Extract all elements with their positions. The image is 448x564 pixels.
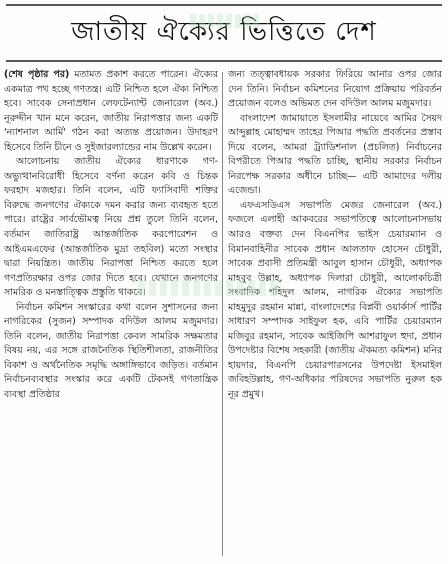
article-column-right <box>228 68 442 560</box>
paragraph: বাংলাদেশ জামায়াতে ইসলামীর নায়েবে আমির সৈয়দ আব্দুল্লাহ মোহাম্মদ তাহের পিআর পদ্ধতি প্রবর্তনের প্রস্তাব দিয়ে বলেন, আমরা ট্র্যাডিশনাল (প্রচলিত) নির্বাচনের বিপরীতে পিআর পদ্ধতি চাচ্ছি, স্থানীয় সরকার নির্বাচন নিরপেক্ষ সরকার অধীনে চাচ্ছি— এটি আমাদের দলীয় এজেন্ডা। <box>228 112 442 197</box>
paragraph: নির্বাচন কমিশন সংস্কারের কথা বলেন সুশাসনের জন্য নাগরিকের (সুজন) সম্পাদক বদিউল আলম মজুমদার। তিনি বলেন, জাতীয় নিরাপত্তা কেবল সামরিক সক্ষমতার বিষয় নয়, এর সঙ্গে রাজনৈতিক স্থিতিশীলতা, রাজনীতির বিকাশ ও অর্থনৈতিক সমৃদ্ধি অঙ্গাঙ্গিভাবে জড়িত। বর্তমান নির্বাচনব্যবস্থার সংস্কার করে একটি টেকসই গণতান্ত্রিক ব্যবস্থা প্রতিষ্ঠার <box>4 301 218 401</box>
paragraph <box>4 68 218 155</box>
faint-watermark <box>138 280 278 296</box>
headline-frame <box>6 4 442 62</box>
column-divider <box>222 72 223 556</box>
paragraph: আলোচনায় জাতীয় ঐক্যের ধারণাকে গণ-অভ্যুত্থানবিরোধী হিসেবে বর্ণনা করেন কবি ও চিন্তক ফরহাদ মজহার। তিনি বলেন, এটি ফ্যাসিবাদী শক্তির বিরুদ্ধে জনগণের ঐক্যকে দমন করার জন্য ব্যবহৃত হতে পারে। রাষ্ট্রের সার্বভৌমত্ব নিয়ে প্রশ্ন তুলে তিনি বলেন, বর্তমান জাতিরাষ্ট্র আন্তর্জাতিক করপোরেশন ও আইএমএফের (আন্তর্জাতিক মুদ্রা তহবিল) মতো সংস্থার দ্বারা নিয়ন্ত্রিত। জাতীয় নিরাপত্তা নিশ্চিত করতে হলে গণপ্রতিরক্ষার ওপর জোর দিতে হবে। যেখানে জনগণের সামরিক ও মনস্তাত্ত্বিক প্রস্তুতি থাকবে। <box>4 156 218 299</box>
article-column-left <box>4 68 218 560</box>
headline: জাতীয় ঐক্যের ভিত্তিতে দেশ <box>71 17 377 47</box>
paragraph-text: মতামত প্রকাশ করতে পারেন। ঐক্যের একমাত্র পথ হচ্ছে গণতন্ত্র। এটি নিশ্চিত হলে ঐক্য নিশ্চিত হবে। সাবেক সেনাপ্রধান লেফটেন্যান্ট জেনারেল (অব.) নূরুদ্দীন খান মনে করেন, জাতীয় নিরাপত্তার জন্য একটি 'ন্যাশনাল আর্মি' গঠন করা অত্যন্ত প্রয়োজন। উদাহরণ হিসেবে তিনি চীনে ও সুইজারল্যান্ডের নাম উল্লেখ করেন। <box>4 69 218 153</box>
faint-watermark <box>190 14 260 28</box>
continuation-tag: (শেষ পৃষ্ঠার পর) <box>4 69 70 80</box>
paragraph: জন্য তত্ত্বাবধায়ক সরকার ফিরিয়ে আনার ওপর জোর দেন তিনি। নির্বাচন কমিশনের নিয়োগ প্রক্রিয়ায় পরিবর্তন প্রয়োজন বলেও অভিমত দেন বদিউল আলম মজুমদার। <box>228 69 442 110</box>
article-body <box>4 68 444 560</box>
paragraph: এফএসডিএস সভাপতি মেজর জেনারেল (অব.) ফজলে এলাহী আকবরের সভাপতিত্বে আলোচনাসভায় আরও বক্তব্য দেন বিএনপির ভাইস চেয়ারম্যান ও বিমানবাহিনীর সাবেক প্রধান আলতাফ হোসেন চৌধুরী, সাবেক প্রবাসী প্রতিমন্ত্রী আবুল হাসান চৌধুরী, অধ্যাপক মাহবুব উল্লাহ, অধ্যাপক দিলারা চৌধুরী, আলোকচিত্রী সংবাদিক শহিদুল আলম, নাগরিক ঐক্যের সভাপতি মাহমুদুর রহমান মান্না, বাংলাদেশের বিপ্লবী ওয়ার্কার্স পার্টির সাধারণ সম্পাদক সাইফুল হক, এবি পার্টির চেয়ারম্যান মজিবুর রহমান, সাবেক আইজিপি আশরাফুল হুদা, প্রধান উপদেষ্টার বিশেষ সহকারী (জাতীয় ঐকমত্য কমিশন) মনির হায়দার, বিএনপি চেয়ারপারসনের উপদেষ্টা ইসমাইল জবিহউল্লাহ, গণ-অধিকার পরিষদের সভাপতি নুরুল হক নূর প্রমুখ। <box>228 199 442 401</box>
